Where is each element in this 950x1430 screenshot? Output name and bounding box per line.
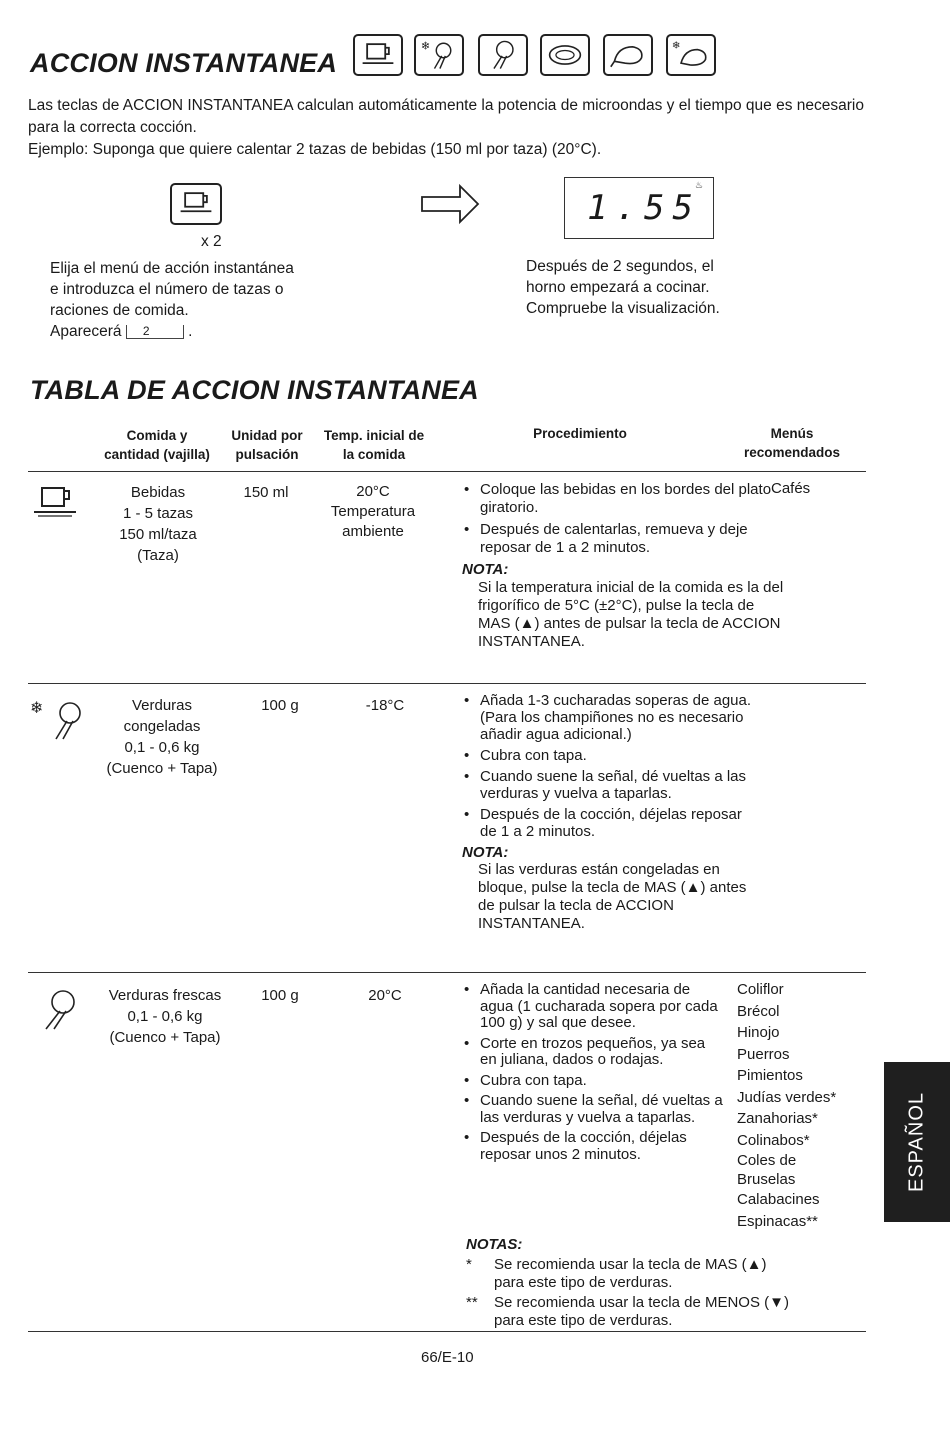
row1-procedure <box>462 481 787 651</box>
row3-food-line: 0,1 - 0,6 kg <box>127 1008 203 1025</box>
row1-step: • Después de calentarlas, remueva y deje reposar de 1 a 2 minutos. <box>462 521 787 557</box>
table-divider <box>28 683 866 684</box>
frozen-chicken-icon <box>666 34 716 76</box>
appear-label: Aparecerá <box>50 323 122 340</box>
row3-menu-item: Puerros <box>737 1045 790 1063</box>
row3-food <box>92 985 238 1048</box>
row2-nota-label: NOTA: <box>462 844 509 861</box>
row-icon-frozen-vegetables <box>30 697 92 741</box>
intro-example: Ejemplo: Suponga que quiere calentar 2 tazas de bebidas (150 ml por taza) (20°C). <box>28 141 602 158</box>
svg-text:❄: ❄ <box>672 40 681 52</box>
cup-key-icon <box>170 183 222 225</box>
note-text: Se recomienda usar la tecla de MENOS (▼) para este tipo de verduras. <box>494 1294 789 1329</box>
note-mark: * <box>466 1256 472 1273</box>
row1-menus <box>771 478 810 500</box>
row2-step: • Después de la cocción, déjelas reposar de 1 a 2 minutos. <box>462 806 762 840</box>
svg-text:❄: ❄ <box>30 700 44 717</box>
example-left-line: Elija el menú de acción instantánea <box>50 260 294 277</box>
row3-step: • Corte en trozos pequeños, ya sea en juliana, dados o rodajas. <box>462 1036 724 1069</box>
fresh-vegetables-icon <box>478 34 528 76</box>
row2-procedure <box>462 692 762 933</box>
row3-menu-item: Colinabos* <box>737 1131 810 1149</box>
appear-display <box>126 325 184 339</box>
row2-step: • Añada 1-3 cucharadas soperas de agua. (Para los champiñones no es necesario añadir agua adicional.) <box>462 692 762 743</box>
row3-notes <box>466 1234 796 1330</box>
row3-menu-item: Pimientos <box>737 1067 803 1084</box>
appear-value: 2 <box>142 323 150 338</box>
intro-description: Las teclas de ACCION INSTANTANEA calculan automáticamente la potencia de microondas y el tiempo que es necesario para la correcta cocción. <box>28 97 864 136</box>
col-header-line: Unidad por <box>231 428 303 443</box>
col-header-food <box>92 426 222 464</box>
row1-food <box>92 482 224 566</box>
example-right-line: Después de 2 segundos, el <box>526 258 714 275</box>
row1-temp-line: 20°C <box>356 483 390 500</box>
note-mark: ** <box>466 1294 478 1311</box>
col-header-unit <box>222 426 312 464</box>
steam-indicator-icon: ♨ <box>694 180 703 190</box>
row1-nota-text: Si la temperatura inicial de la comida es la del frigorífico de 5°C (±2°C), pulse la tecla de MAS (▲) antes de pulsar la tecla de ACCION INSTANTANEA. <box>478 579 784 650</box>
row1-food-line: Bebidas <box>130 484 186 501</box>
row2-temp: -18°C <box>365 697 405 714</box>
table-divider <box>28 471 866 472</box>
table-bottom-divider <box>28 1331 866 1332</box>
chicken-icon <box>603 34 653 76</box>
row3-menu-item: Coles de <box>737 1152 797 1169</box>
display-value: 1.55 <box>587 188 701 228</box>
row3-food-line: Verduras frescas <box>108 987 222 1004</box>
col-header-temp <box>314 426 434 464</box>
col-header-line: recomendados <box>743 445 841 460</box>
plate-icon <box>540 34 590 76</box>
row1-unit: 150 ml <box>243 484 289 501</box>
col-header-line: la comida <box>342 447 406 462</box>
row3-step: • Añada la cantidad necesaria de agua (1 cucharada sopera por cada 100 g) y sal que desee. <box>462 982 724 1032</box>
row3-food-line: (Cuenco + Tapa) <box>109 1029 221 1046</box>
example-right-text <box>526 256 720 319</box>
row3-menu-item: Judías verdes* <box>737 1088 837 1106</box>
row2-food <box>92 695 232 779</box>
row1-food-line: 150 ml/taza <box>119 526 197 543</box>
row1-temp-line: ambiente <box>342 523 404 540</box>
row1-temp <box>312 482 434 542</box>
page-number: 66/E-10 <box>421 1349 474 1366</box>
row1-menu-item: Cafés <box>771 480 811 497</box>
example-right-line: Compruebe la visualización. <box>526 300 720 317</box>
row2-step: • Cuando suene la señal, dé vueltas a las verduras y vuelva a taparlas. <box>462 768 762 802</box>
row3-nota-label: NOTAS: <box>466 1236 523 1253</box>
row2-nota-text: Si las verduras están congeladas en bloque, pulse la tecla de MAS (▲) antes de pulsar la tecla de ACCION INSTANTANEA. <box>478 861 747 932</box>
language-tab <box>884 1062 950 1222</box>
row1-step: • Coloque las bebidas en los bordes del plato giratorio. <box>462 481 787 517</box>
row3-step: • Después de la cocción, déjelas reposar unos 2 minutos. <box>462 1130 724 1163</box>
col-header-line: pulsación <box>235 447 299 462</box>
row-icon-cup <box>30 484 80 524</box>
row1-nota-label: NOTA: <box>462 561 509 578</box>
row3-menu-item: Hinojo <box>737 1024 780 1041</box>
row3-menu-item: Brécol <box>737 1002 780 1020</box>
language-tab-label: ESPAÑOL <box>905 1092 928 1192</box>
row3-temp: 20°C <box>368 987 402 1004</box>
col-header-line: Comida y <box>126 428 188 443</box>
col-header-line: Menús <box>770 426 814 441</box>
example-left-line: raciones de comida. <box>50 302 189 319</box>
row2-unit: 100 g <box>261 697 299 714</box>
arrow-right-icon <box>420 182 482 226</box>
row2-food-line: Verduras <box>131 697 193 714</box>
intro-text <box>28 95 888 161</box>
row1-food-line: 1 - 5 tazas <box>122 505 194 522</box>
cup-icon <box>353 34 403 76</box>
col-header-line: Temp. inicial de <box>323 428 425 443</box>
svg-text:❄: ❄ <box>420 40 430 53</box>
frozen-vegetables-icon <box>414 34 464 76</box>
example-left-line: e introduzca el número de tazas o <box>50 281 284 298</box>
row3-menu-item: Bruselas <box>737 1171 796 1188</box>
col-header-line: cantidad (vajilla) <box>104 447 210 462</box>
row3-menus <box>737 979 836 1232</box>
example-right-line: horno empezará a cocinar. <box>526 279 710 296</box>
row3-menu-item: Coliflor <box>737 981 784 998</box>
row-icon-fresh-vegetables <box>36 987 82 1031</box>
row2-food-line: (Cuenco + Tapa) <box>106 760 218 777</box>
row3-note <box>466 1256 796 1292</box>
multiplier-label: x 2 <box>201 233 222 250</box>
row3-procedure <box>462 982 724 1167</box>
row3-step: • Cubra con tapa. <box>462 1073 724 1090</box>
example-left-text <box>50 258 294 342</box>
col-header-menus <box>730 424 854 462</box>
row3-unit: 100 g <box>261 987 299 1004</box>
row3-step: • Cuando suene la señal, dé vueltas a las verduras y vuelva a taparlas. <box>462 1093 724 1126</box>
row3-menu-item: Zanahorias* <box>737 1110 818 1127</box>
note-text: Se recomienda usar la tecla de MAS (▲) para este tipo de verduras. <box>494 1256 767 1291</box>
table-title: TABLA DE ACCION INSTANTANEA <box>30 375 479 405</box>
row3-menu-item: Calabacines <box>737 1191 820 1208</box>
row3-menu-item: Espinacas** <box>737 1212 818 1230</box>
col-header-procedure: Procedimiento <box>533 426 627 441</box>
oven-display <box>564 177 714 239</box>
row3-note <box>466 1294 796 1330</box>
page-title: ACCION INSTANTANEA <box>30 48 338 78</box>
row2-step: • Cubra con tapa. <box>462 747 762 764</box>
table-divider <box>28 972 866 973</box>
row2-food-line: congeladas <box>123 718 201 735</box>
row2-food-line: 0,1 - 0,6 kg <box>124 739 200 756</box>
row1-food-line: (Taza) <box>137 547 179 564</box>
appear-line: Aparecerá 2 . <box>50 323 193 340</box>
row1-temp-line: Temperatura <box>330 503 416 520</box>
